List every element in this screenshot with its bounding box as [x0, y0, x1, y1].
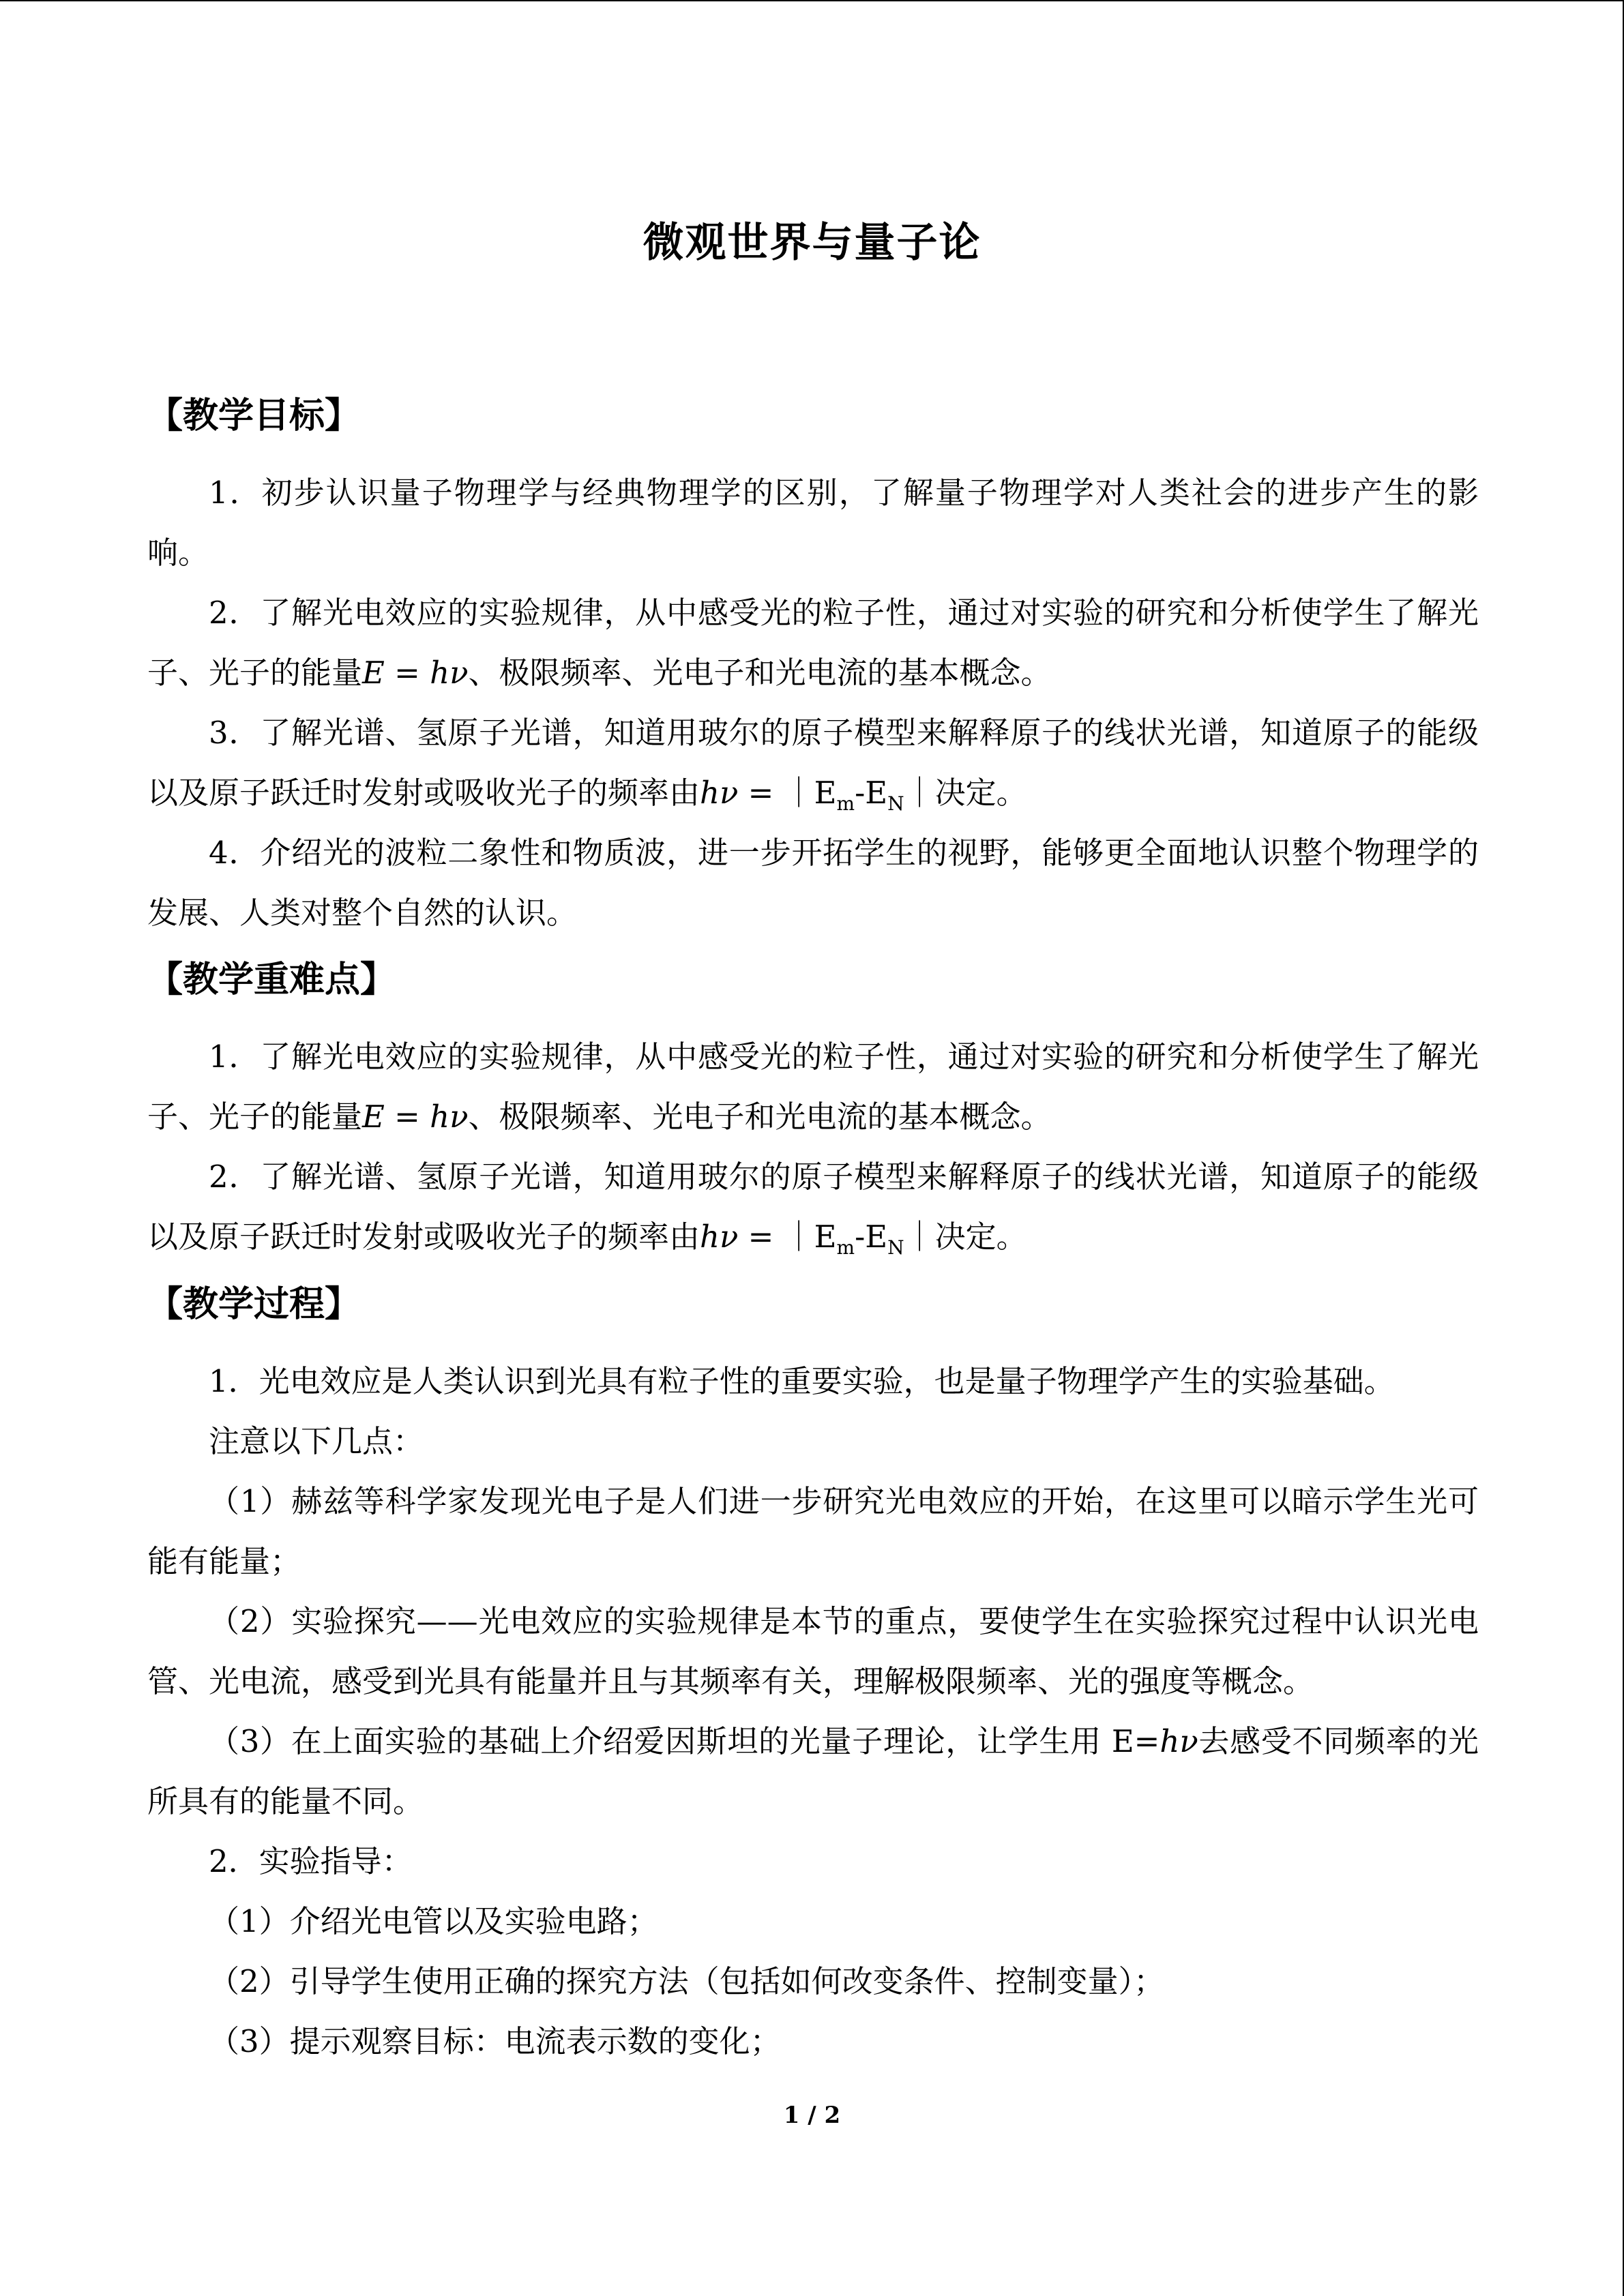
objective-item-2: 2．了解光电效应的实验规律，从中感受光的粒子性，通过对实验的研究和分析使学生了解光子、光子的能量E = hν、极限频率、光电子和光电流的基本概念。 — [147, 595, 1479, 691]
process-paragraph-5: （3）在上面实验的基础上介绍爱因斯坦的光量子理论，让学生用 E=hν去感受不同频率的光所具有的能量不同。 — [147, 1723, 1479, 1819]
process-paragraph-4: （2）实验探究——光电效应的实验规律是本节的重点，要使学生在实验探究过程中认识光电管、光电流，感受到光具有能量并且与其频率有关，理解极限频率、光的强度等概念。 — [147, 1603, 1479, 1699]
process-list — [147, 1352, 1479, 2072]
key-point-item-1: 1．了解光电效应的实验规律，从中感受光的粒子性，通过对实验的研究和分析使学生了解光子、光子的能量E = hν、极限频率、光电子和光电流的基本概念。 — [147, 1039, 1479, 1135]
heading-process: 【教学过程】 — [147, 1283, 361, 1325]
objective-item-4: 4．介绍光的波粒二象性和物质波，进一步开拓学生的视野，能够更全面地认识整个物理学的发展、人类对整个自然的认识。 — [147, 835, 1479, 931]
objective-item-3: 3．了解光谱、氢原子光谱，知道用玻尔的原子模型来解释原子的线状光谱，知道原子的能级以及原子跃迁时发射或吸收光子的频率由$h\nu = |E_m-E_N|$决定。 — [147, 715, 1479, 815]
process-paragraph-2: 注意以下几点： — [209, 1423, 424, 1459]
process-paragraph-8: （2）引导学生使用正确的探究方法（包括如何改变条件、控制变量）； — [209, 1963, 1165, 1999]
document-title: 微观世界与量子论 — [643, 219, 981, 267]
energy-formula: E = hν — [362, 655, 469, 691]
frequency-formula: hν — [700, 1219, 739, 1255]
heading-objectives: 【教学目标】 — [147, 395, 361, 436]
key-point-item-2: 2．了解光谱、氢原子光谱，知道用玻尔的原子模型来解释原子的线状光谱，知道原子的能级以及原子跃迁时发射或吸收光子的频率由$h\nu = |E_m-E_N|$决定。 — [147, 1159, 1479, 1259]
key-points-list — [147, 1027, 1479, 1267]
process-paragraph-6: 2．实验指导： — [209, 1843, 413, 1879]
process-paragraph-7: （1）介绍光电管以及实验电路； — [209, 1903, 658, 1939]
process-paragraph-1: 1．光电效应是人类认识到光具有粒子性的重要实验，也是量子物理学产生的实验基础。 — [209, 1363, 1395, 1399]
objective-item-1: 1．初步认识量子物理学与经典物理学的区别，了解量子物理学对人类社会的进步产生的影响。 — [147, 475, 1479, 571]
process-paragraph-9: （3）提示观察目标：电流表示数的变化； — [209, 2023, 781, 2059]
energy-formula: hν — [1160, 1723, 1198, 1759]
objectives-list — [147, 463, 1479, 943]
process-paragraph-3: （1）赫兹等科学家发现光电子是人们进一步研究光电效应的开始，在这里可以暗示学生光可能有能量； — [147, 1483, 1479, 1579]
heading-key-points: 【教学重难点】 — [147, 959, 396, 1000]
page-number: 1 / 2 — [783, 2102, 841, 2129]
energy-formula: E = hν — [362, 1099, 469, 1135]
frequency-formula: hν — [700, 775, 739, 811]
page-top-border — [0, 0, 1624, 1]
